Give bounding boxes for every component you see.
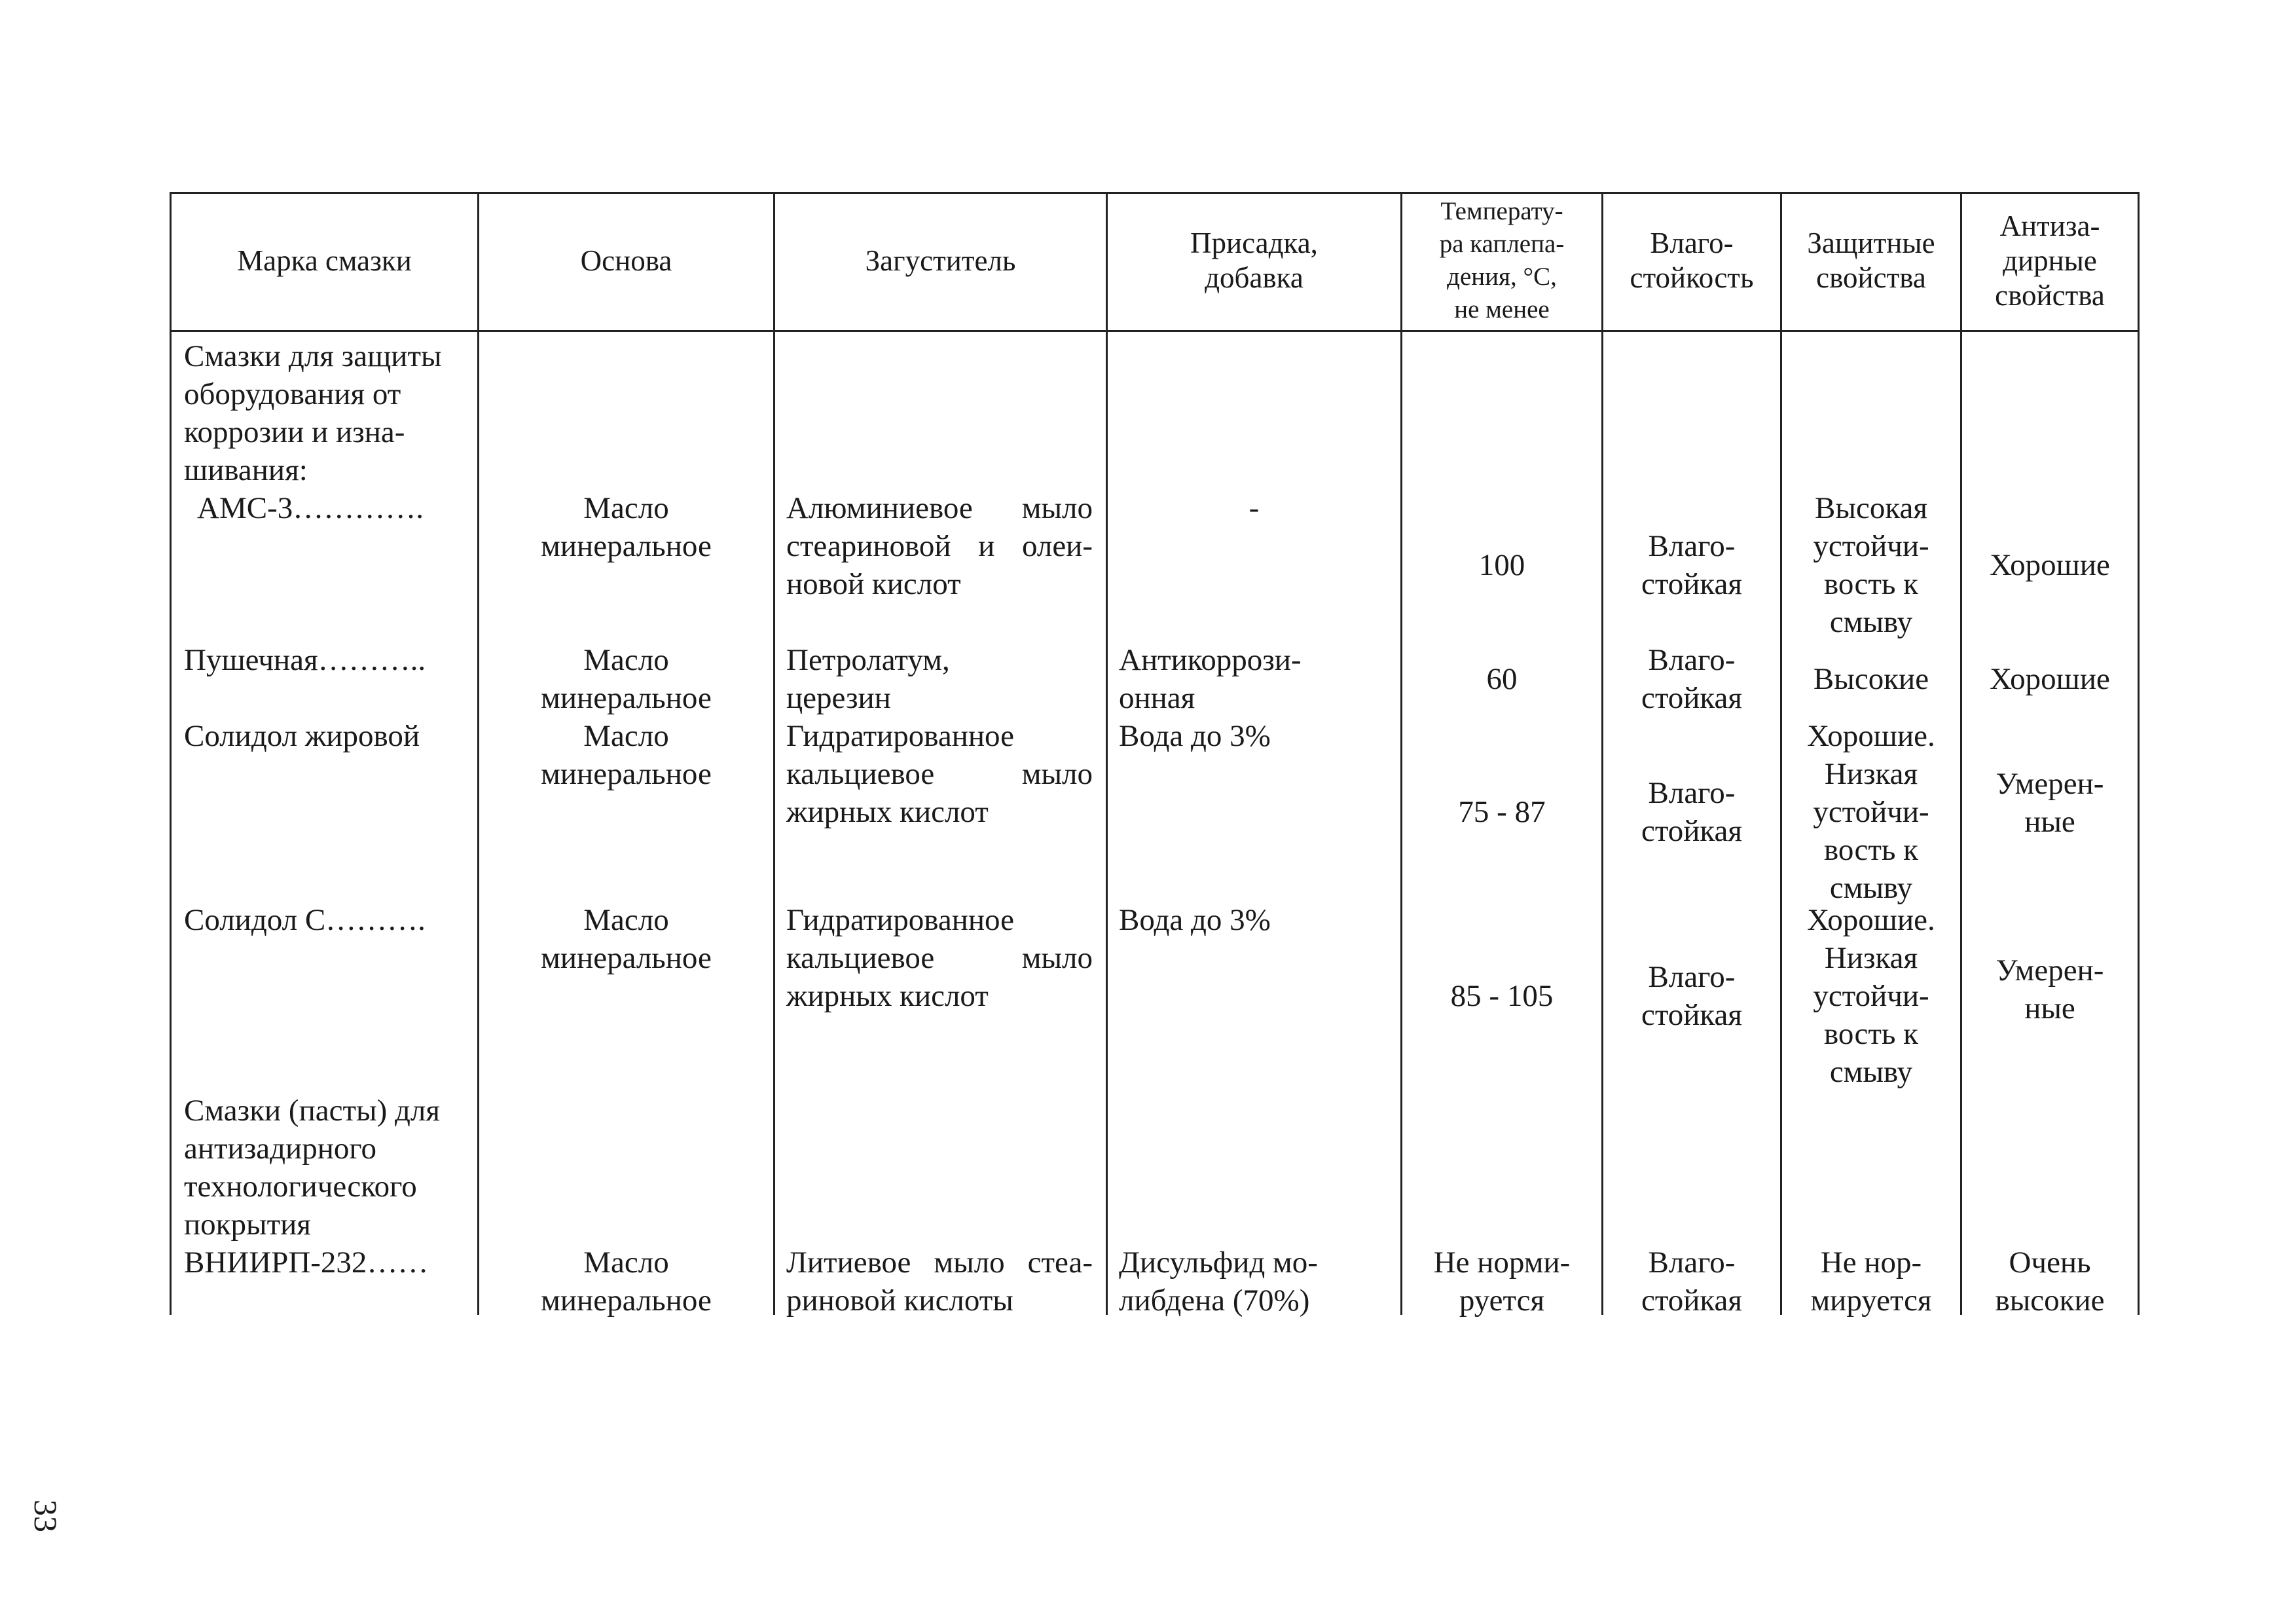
header-moisture: Влаго- стойкость [1630,227,1754,294]
header-drop-point: Температу- ра каплепа- дения, °С, не менее [1439,197,1565,323]
header-protective: Защитные свойства [1807,227,1935,294]
base-cell: Масло минеральное [541,643,712,715]
column-divider [1601,192,1603,1315]
header-base: Основа [580,244,672,277]
thickener-line: жирных кислот [786,979,989,1013]
additive-cell: - [1248,491,1260,525]
thickener-line: Гидратированное [786,903,1014,937]
protective-cell: Не нор- мируется [1810,1246,1932,1318]
protective-cell: Высокие [1813,662,1929,696]
drop-point-cell: 100 [1478,548,1525,582]
base-cell: Масло минеральное [541,719,712,791]
grade-name: Пушечная……….. [184,643,426,677]
header-divider [170,330,2140,332]
table-border-top [170,192,2140,194]
group-heading-corrosion: Смазки для защиты оборудования от коррозии и изна- шивания: [184,339,442,487]
header-additive: Присадка, добавка [1190,227,1318,294]
antiseize-cell: Очень высокие [1995,1246,2105,1318]
column-divider [1106,192,1108,1315]
protective-cell: Хорошие. Низкая устойчи- вость к смыву [1807,903,1935,1089]
thickener-line: Петролатум, [786,643,950,677]
drop-point-cell: Не норми- руется [1433,1246,1571,1318]
thickener-line: Гидратированное [786,719,1014,753]
grade-name: Солидол жировой [184,719,420,753]
header-thickener: Загуститель [865,244,1016,277]
thickener-line: риновой кислоты [786,1283,1013,1318]
drop-point-cell: 75 - 87 [1458,795,1546,829]
table-border-right [2138,192,2140,1315]
antiseize-cell: Умерен- ные [1995,767,2104,839]
moisture-cell: Влаго- стойкая [1641,643,1743,715]
column-divider [773,192,775,1315]
thickener-line: церезин [786,681,891,715]
thickener-line: стеариновой и олеи- [786,529,1093,563]
table-border-left [170,192,172,1315]
moisture-cell: Влаго- стойкая [1641,1246,1743,1318]
moisture-cell: Влаго- стойкая [1641,529,1743,601]
additive-cell: Вода до 3% [1119,719,1271,753]
antiseize-cell: Умерен- ные [1995,953,2104,1025]
lubricant-table [170,192,2140,1318]
thickener-line: кальциевое мыло [786,757,1093,791]
grade-name: АМС-3…………. [197,491,424,525]
grade-name: Солидол С………. [184,903,426,937]
antiseize-cell: Хорошие [1990,662,2110,696]
thickener-line: Литиевое мыло стеа- [786,1246,1093,1280]
moisture-cell: Влаго- стойкая [1641,776,1743,848]
page-number: 33 [27,1500,64,1532]
thickener-line: кальциевое мыло [786,941,1093,975]
protective-cell: Высокая устойчи- вость к смыву [1813,491,1929,639]
group-heading-antiseize: Смазки (пасты) для антизадирного технологического покрытия [184,1094,440,1242]
additive-cell: Дисульфид мо- либдена (70%) [1119,1246,1318,1318]
base-cell: Масло минеральное [541,903,712,975]
header-antiseize: Антиза- дирные свойства [1995,209,2105,312]
drop-point-cell: 85 - 105 [1450,979,1554,1013]
base-cell: Масло минеральное [541,491,712,563]
grade-name: ВНИИРП-232…… [184,1246,429,1280]
column-divider [1400,192,1402,1315]
additive-cell: Антикоррози- онная [1119,643,1302,715]
base-cell: Масло минеральное [541,1246,712,1318]
header-grade: Марка смазки [237,244,412,277]
moisture-cell: Влаго- стойкая [1641,960,1743,1032]
thickener-line: Алюминиевое мыло [786,491,1093,525]
drop-point-cell: 60 [1486,662,1518,696]
thickener-line: жирных кислот [786,795,989,829]
protective-cell: Хорошие. Низкая устойчи- вость к смыву [1807,719,1935,905]
additive-cell: Вода до 3% [1119,903,1271,937]
column-divider [1960,192,1962,1315]
thickener-line: новой кислот [786,567,961,601]
antiseize-cell: Хорошие [1990,548,2110,582]
